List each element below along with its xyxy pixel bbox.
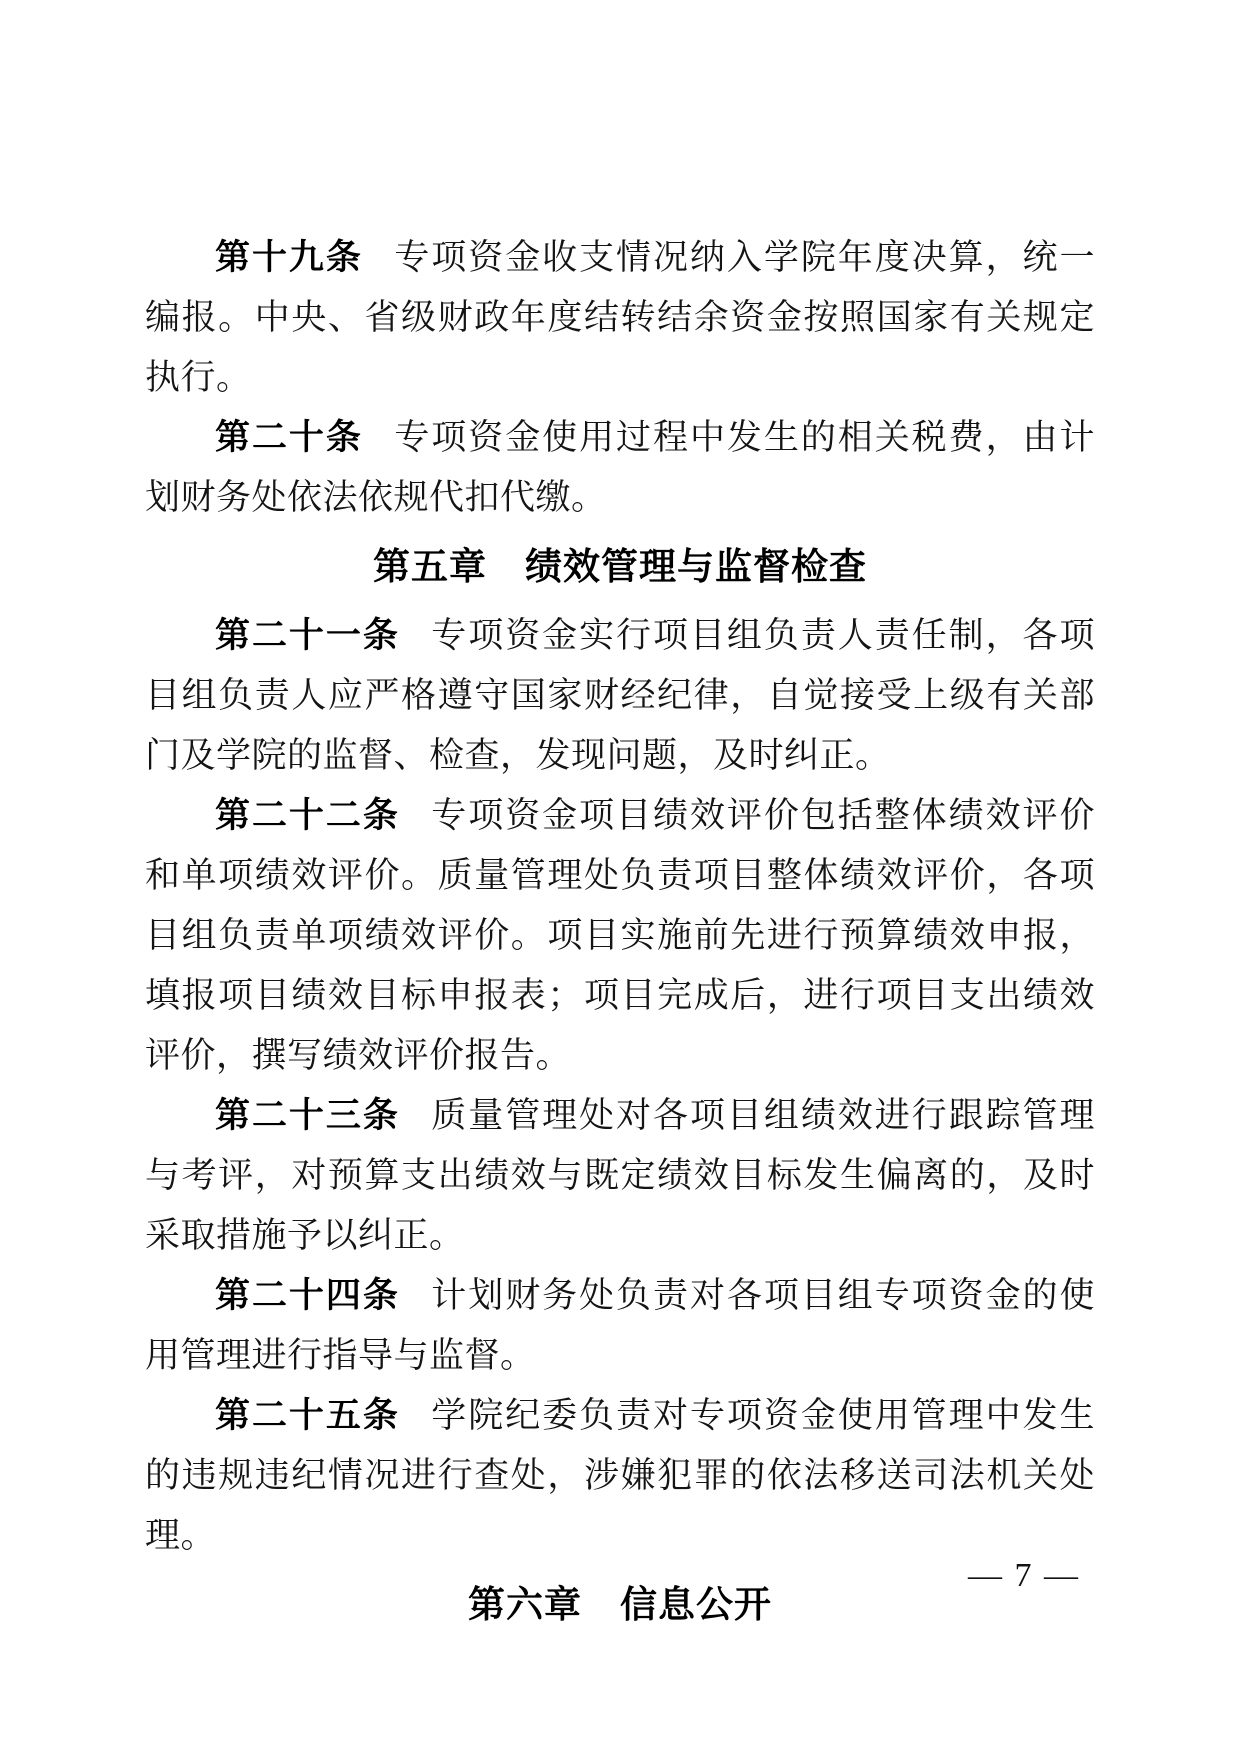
article-number: 第二十二条 <box>215 796 400 835</box>
article-paragraph <box>145 228 1095 408</box>
article-paragraph <box>145 1266 1095 1386</box>
article-text: 学院纪委负责对专项资金使用管理中发生的违规违纪情况进行查处，涉嫌犯罪的依法移送司法机关处理。 <box>145 1396 1095 1555</box>
article-number: 第二十一条 <box>215 616 400 655</box>
page-number: — 7 — <box>968 1557 1080 1594</box>
article-paragraph <box>145 786 1095 1086</box>
document-body <box>145 228 1095 1635</box>
article-text: 专项资金项目绩效评价包括整体绩效评价和单项绩效评价。质量管理处负责项目整体绩效评价，各项目组负责单项绩效评价。项目实施前先进行预算绩效申报，填报项目绩效目标申报表；项目完成后，进行项目支出绩效评价，撰写绩效评价报告。 <box>145 796 1095 1075</box>
chapter-heading: 第五章 绩效管理与监督检查 <box>373 546 867 587</box>
article-text: 专项资金使用过程中发生的相关税费，由计划财务处依法依规代扣代缴。 <box>145 418 1095 517</box>
chapter-heading: 第六章 信息公开 <box>468 1584 772 1625</box>
article-number: 第十九条 <box>215 238 363 277</box>
article-paragraph <box>145 606 1095 786</box>
article-number: 第二十五条 <box>215 1396 400 1435</box>
article-text: 质量管理处对各项目组绩效进行跟踪管理与考评，对预算支出绩效与既定绩效目标发生偏离的，及时采取措施予以纠正。 <box>145 1096 1095 1255</box>
article-paragraph <box>145 1386 1095 1566</box>
article-text: 计划财务处负责对各项目组专项资金的使用管理进行指导与监督。 <box>145 1276 1095 1375</box>
article-text: 专项资金实行项目组负责人责任制，各项目组负责人应严格遵守国家财经纪律，自觉接受上级有关部门及学院的监督、检查，发现问题，及时纠正。 <box>145 616 1095 775</box>
article-text: 专项资金收支情况纳入学院年度决算，统一编报。中央、省级财政年度结转结余资金按照国家有关规定执行。 <box>145 238 1095 397</box>
article-number: 第二十四条 <box>215 1276 400 1315</box>
article-number: 第二十三条 <box>215 1096 400 1135</box>
article-paragraph <box>145 1086 1095 1266</box>
article-paragraph <box>145 408 1095 528</box>
article-number: 第二十条 <box>215 418 363 457</box>
